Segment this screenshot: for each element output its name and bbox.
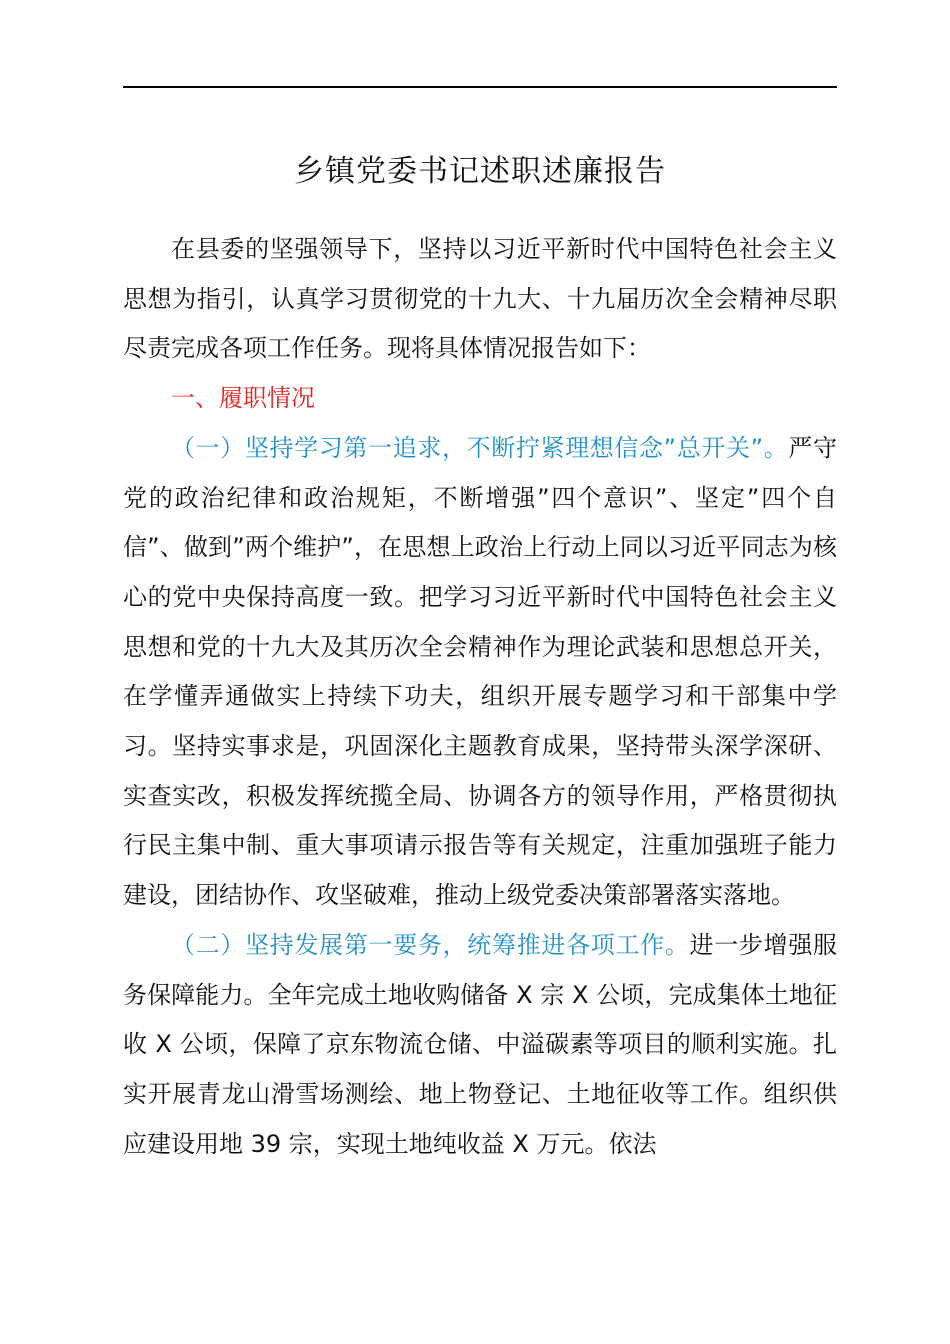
header-rule: [123, 86, 837, 88]
document-title: 乡镇党委书记述职述廉报告: [294, 154, 666, 189]
subsection-1-heading: （一）坚持学习第一追求，不断拧紧理想信念”总开关”。: [171, 433, 789, 462]
subsection-2-body: 进一步增强服务保障能力。全年完成土地收购储备 X 宗 X 公顷，完成集体土地征收 X 公顷，保障了京东物流仓储、中溢碳素等项目的顺利实施。扎实开展青龙山滑雪场测绘、地上物登记、土地征收等工作。组织供应建设用地 39 宗，实现土地纯收益 X 万元。依法: [123, 930, 838, 1158]
document-body: [123, 225, 837, 1169]
intro-paragraph: 在县委的坚强领导下，坚持以习近平新时代中国特色社会主义思想为指引，认真学习贯彻党的十九大、十九届历次全会精神尽职尽责完成各项工作任务。现将具体情况报告如下：: [123, 235, 837, 363]
subsection-1-body: 严守党的政治纪律和政治规矩，不断增强”四个意识”、坚定”四个自信”、做到”两个维护”，在思想上政治上行动上同以习近平同志为核心的党中央保持高度一致。把学习习近平新时代中国特色社会主义思想和党的十九大及其历次全会精神作为理论武装和思想总开关，在学懂弄通做实上持续下功夫，组织开展专题学习和干部集中学习。坚持实事求是，巩固深化主题教育成果，坚持带头深学深研、实查实改，积极发挥统揽全局、协调各方的领导作用，严格贯彻执行民主集中制、重大事项请示报告等有关规定，注重加强班子能力建设，团结协作、攻坚破难，推动上级党委决策部署落实落地。: [123, 433, 837, 910]
subsection-2-heading: （二）坚持发展第一要务，统筹推进各项工作。: [171, 930, 690, 959]
subsection-2-paragraph: [123, 921, 837, 1170]
section-heading-performance: [123, 374, 837, 424]
section-heading-text: 一、履职情况: [171, 384, 315, 413]
subsection-1-paragraph: [123, 424, 837, 921]
